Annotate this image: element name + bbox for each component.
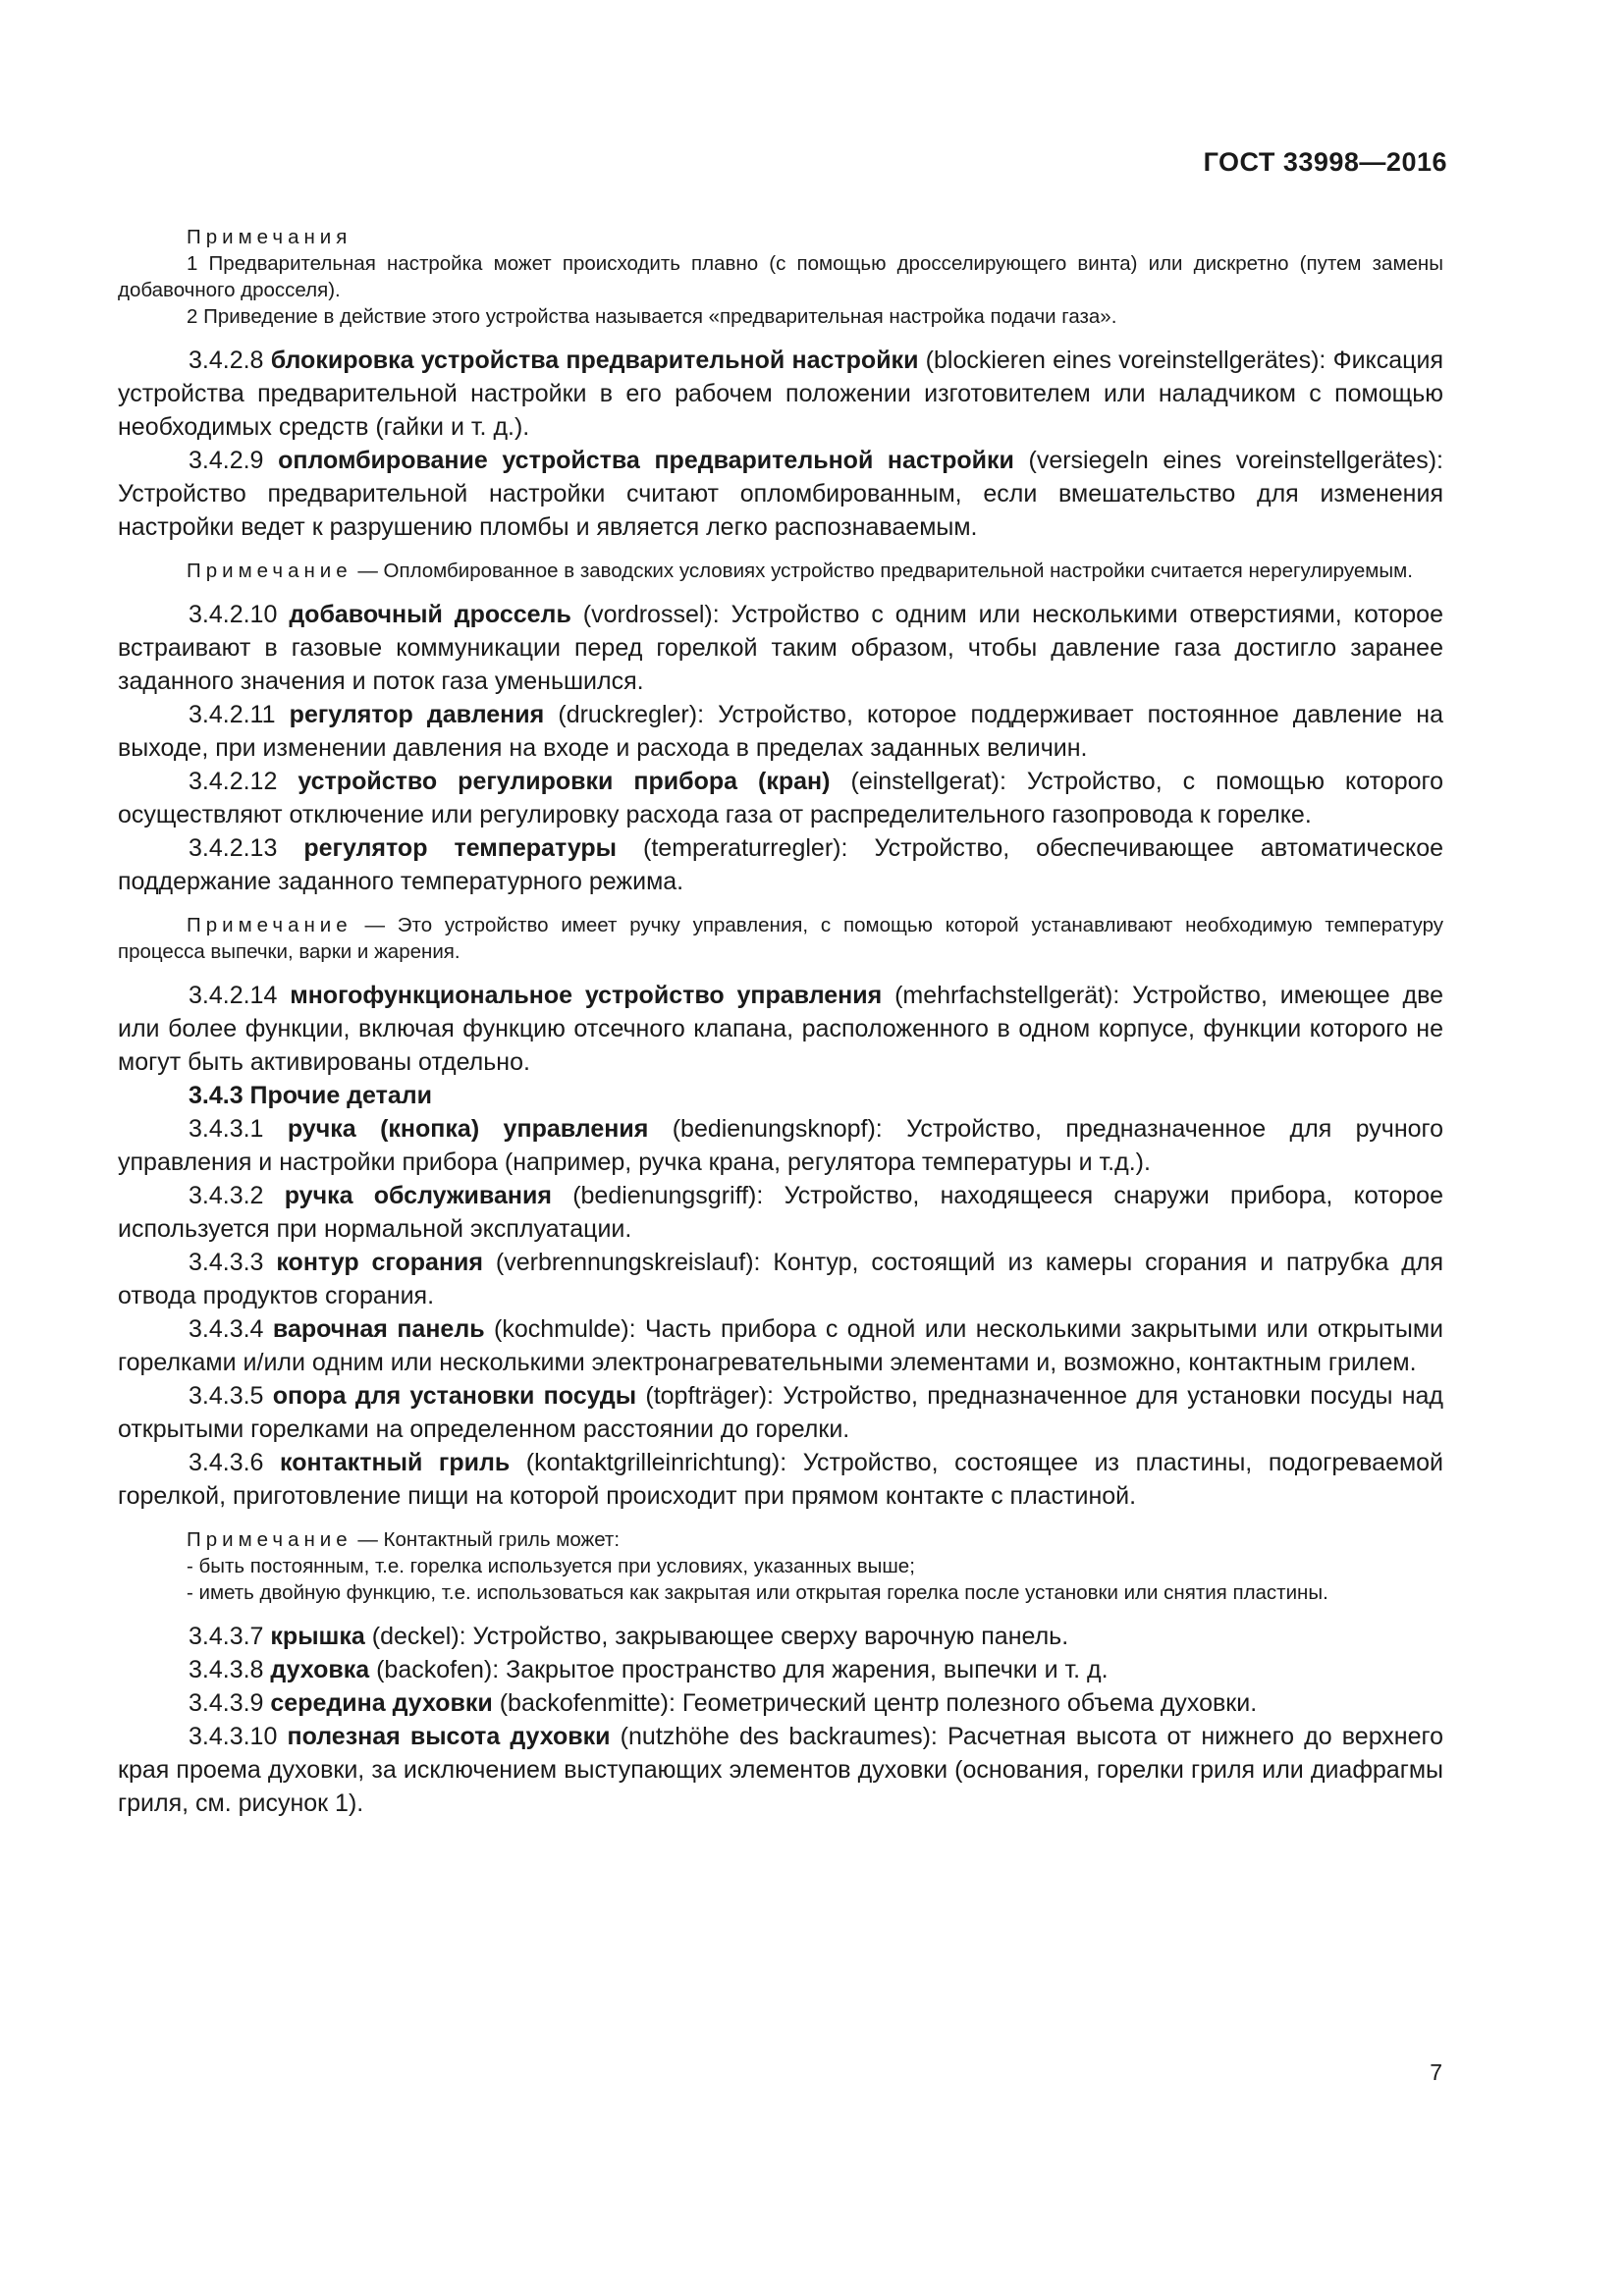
term-entry: 3.4.2.12 устройство регулировки прибора (кран) (einstellgerat): Устройство, с помощью которого осуществляют отключение или регулировку расхода газа от распределительного газопровода к горелке. [118,768,1443,828]
term-name: варочная панель [272,1315,485,1343]
term-name: блокировка устройства предварительной настройки [270,347,919,374]
term-entry: 3.4.3.5 опора для установки посуды (topfträger): Устройство, предназначенное для установки посуды над открытыми горелками на определенном расстоянии до горелки. [118,1382,1443,1443]
term-name: добавочный дроссель [289,601,571,628]
note-line: Примечание — Это устройство имеет ручку управления, с помощью которой устанавливают необходимую температуру процесса выпечки, варки и жарения. [118,914,1443,963]
term-name: опломбирование устройства предварительной настройки [278,447,1014,474]
note-title: Примечания [187,226,352,248]
note-block-1 [118,224,1443,330]
term-entry: 3.4.2.13 регулятор температуры (temperaturregler): Устройство, обеспечивающее автоматическое поддержание заданного температурного режима. [118,834,1444,895]
document-code: ГОСТ 33998—2016 [1203,147,1447,177]
term-entry: 3.4.2.8 блокировка устройства предварительной настройки (blockieren eines voreinstellgerätes): Фиксация устройства предварительной настройки в его рабочем положении изготовителем или наладчиком с помощью необходимых средств (гайки и т. д.). [118,347,1443,441]
note-list-item: - быть постоянным, т.е. горелка используется при условиях, указанных выше; [187,1555,915,1577]
term-name: ручка (кнопка) управления [287,1115,649,1143]
entries-group-e [118,1620,1443,1820]
page-number: 7 [1430,2059,1442,2085]
note-block-4 [118,1526,1443,1606]
term-name: регулятор давления [289,701,545,728]
term-entry: 3.4.3.3 контур сгорания (verbrennungskreislauf): Контур, состоящий из камеры сгорания и патрубка для отвода продуктов сгорания. [118,1249,1444,1309]
term-entry: 3.4.2.11 регулятор давления (druckregler): Устройство, которое поддерживает постоянное давление на выходе, при изменении давления на входе и расхода в пределах заданных величин. [118,701,1444,762]
term-name: ручка обслуживания [284,1182,552,1209]
term-entry: 3.4.3.8 духовка (backofen): Закрытое пространство для жарения, выпечки и т. д. [189,1656,1109,1683]
term-name: многофункциональное устройство управления [290,982,883,1009]
term-name: устройство регулировки прибора (кран) [298,768,831,795]
note-line: 2 Приведение в действие этого устройства называется «предварительная настройка подачи газа». [187,305,1117,328]
term-entry: 3.4.3.4 варочная панель (kochmulde): Часть прибора с одной или несколькими закрытыми или открытыми горелками и/или одним или несколькими электронагревательными элементами и, возможно, контактным грилем. [118,1315,1444,1376]
term-entry: 3.4.2.10 добавочный дроссель (vordrossel): Устройство с одним или несколькими отверстиями, которое встраивают в газовые коммуникации перед горелкой таким образом, чтобы давление газа достигло заранее заданного значения и поток газа уменьшился. [118,601,1443,695]
entries-group-b [118,598,1443,898]
term-name: опора для установки посуды [272,1382,637,1410]
term-entry: 3.4.3.6 контактный гриль (kontaktgrilleinrichtung): Устройство, состоящее из пластины, подогреваемой горелкой, приготовление пищи на которой происходит при прямом контакте с пластиной. [118,1449,1443,1510]
section-heading: 3.4.3 Прочие детали [189,1082,433,1109]
term-entry: 3.4.3.10 полезная высота духовки (nutzhöhe des backraumes): Расчетная высота от нижнего до верхнего края проема духовки, за исключением выступающих элементов духовки (основания, горелки гриля или диафрагмы гриля, см. рисунок 1). [118,1723,1443,1817]
term-name: регулятор температуры [303,834,618,862]
page-content [118,224,1443,1820]
term-entry: 3.4.2.9 опломбирование устройства предварительной настройки (versiegeln eines voreinstellgerätes): Устройство предварительной настройки считают опломбированным, если вмешательство для изменения настройки ведет к разрушению пломбы и является легко распознаваемым. [118,447,1443,541]
term-entry: 3.4.3.9 середина духовки (backofenmitte): Геометрический центр полезного объема духовки. [189,1689,1258,1717]
note-block-3 [118,912,1443,965]
term-name: полезная высота духовки [287,1723,611,1750]
entries-group-a [118,344,1443,544]
term-name: контактный гриль [280,1449,511,1476]
term-name: контур сгорания [276,1249,484,1276]
term-name: середина духовки [270,1689,493,1717]
term-entry: 3.4.3.2 ручка обслуживания (bedienungsgriff): Устройство, находящееся снаружи прибора, которое используется при нормальной эксплуатации. [118,1182,1443,1243]
term-name: крышка [270,1623,365,1650]
entries-group-c [118,979,1443,1513]
term-name: духовка [270,1656,370,1683]
note-line: 1 Предварительная настройка может происходить плавно (с помощью дросселирующего винта) или дискретно (путем замены добавочного дросселя). [118,252,1443,301]
note-block-2 [118,558,1443,584]
term-entry: 3.4.3.1 ручка (кнопка) управления (bedienungsknopf): Устройство, предназначенное для ручного управления и настройки прибора (например, ручка крана, регулятора температуры и т.д.). [118,1115,1444,1176]
note-line: Примечание — Контактный гриль может: [187,1528,621,1551]
term-entry: 3.4.3.7 крышка (deckel): Устройство, закрывающее сверху варочную панель. [189,1623,1069,1650]
note-line: Примечание — Опломбированное в заводских условиях устройство предварительной настройки считается нерегулируемым. [187,560,1413,582]
term-entry: 3.4.2.14 многофункциональное устройство управления (mehrfachstellgerät): Устройство, имеющее две или более функции, включая функцию отсечного клапана, расположенного в одном корпусе, функции которого не могут быть активированы отдельно. [118,982,1443,1076]
note-list-item: - иметь двойную функцию, т.е. использоваться как закрытая или открытая горелка после установки или снятия пластины. [187,1581,1328,1604]
